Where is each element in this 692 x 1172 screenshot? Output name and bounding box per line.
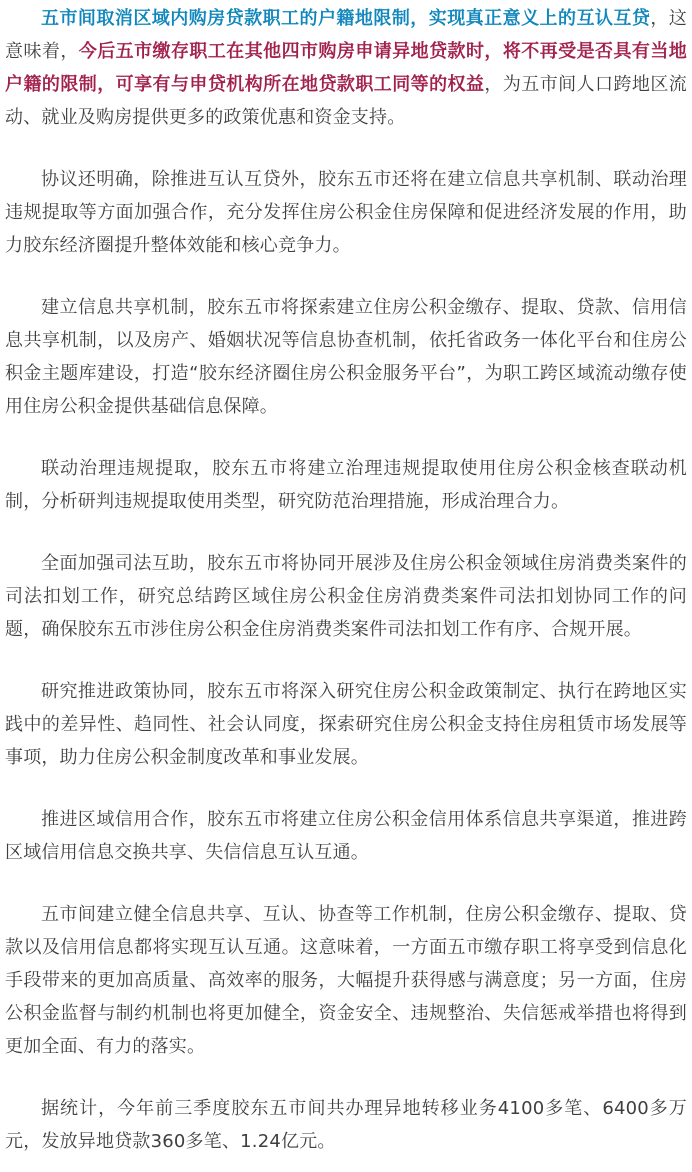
paragraph <box>5 2 687 134</box>
paragraph <box>5 675 687 774</box>
paragraph <box>5 163 687 262</box>
text-run: 联动治理违规提取，胶东五市将建立治理违规提取使用住房公积金核查联动机制，分析研判违规提取使用类型，研究防范治理措施，形成治理合力。 <box>5 458 687 512</box>
text-run: 全面加强司法互助，胶东五市将协同开展涉及住房公积金领域住房消费类案件的司法扣划工作，研究总结跨区域住房公积金住房消费类案件司法扣划协同工作的问题，确保胶东五市涉住房公积金住房消费类案件司法扣划工作有序、合规开展。 <box>5 553 687 640</box>
paragraph <box>5 291 687 423</box>
paragraph <box>5 547 687 646</box>
text-run: 据统计，今年前三季度胶东五市间共办理异地转移业务4100多笔、6400多万元，发放异地贷款360多笔、1.24亿元。 <box>5 1098 687 1152</box>
text-run: ，这意味着， <box>5 8 687 62</box>
text-run: ，为五市间人口跨地区流动、就业及购房提供更多的政策优惠和资金支持。 <box>5 74 687 128</box>
highlight-text-run: 五市间取消区域内购房贷款职工的户籍地限制，实现真正意义上的互认互贷 <box>41 8 651 29</box>
paragraph <box>5 452 687 518</box>
paragraph <box>5 898 687 1063</box>
paragraph <box>5 1092 687 1158</box>
text-run: 推进区域信用合作，胶东五市将建立住房公积金信用体系信息共享渠道，推进跨区域信用信息交换共享、失信信息互认互通。 <box>5 809 687 863</box>
paragraph <box>5 803 687 869</box>
text-run: 五市间建立健全信息共享、互认、协查等工作机制，住房公积金缴存、提取、贷款以及信用信息都将实现互认互通。这意味着，一方面五市缴存职工将享受到信息化手段带来的更加高质量、高效率的服务，大幅提升获得感与满意度；另一方面，住房公积金监督与制约机制也将更加健全，资金安全、违规整治、失信惩戒举措也将得到更加全面、有力的落实。 <box>5 904 687 1057</box>
highlight-text-run: 今后五市缴存职工在其他四市购房申请异地贷款时，将不再受是否具有当地户籍的限制，可享有与申贷机构所在地贷款职工同等的权益 <box>5 41 687 95</box>
text-run: 研究推进政策协同，胶东五市将深入研究住房公积金政策制定、执行在跨地区实践中的差异性、趋同性、社会认同度，探索研究住房公积金支持住房租赁市场发展等事项，助力住房公积金制度改革和事业发展。 <box>5 681 687 768</box>
text-run: 建立信息共享机制，胶东五市将探索建立住房公积金缴存、提取、贷款、信用信息共享机制，以及房产、婚姻状况等信息协查机制，依托省政务一体化平台和住房公积金主题库建设，打造“胶东经济圈住房公积金服务平台”，为职工跨区域流动缴存使用住房公积金提供基础信息保障。 <box>5 297 687 417</box>
text-run: 协议还明确，除推进互认互贷外，胶东五市还将在建立信息共享机制、联动治理违规提取等方面加强合作，充分发挥住房公积金住房保障和促进经济发展的作用，助力胶东经济圈提升整体效能和核心竞争力。 <box>5 169 687 256</box>
